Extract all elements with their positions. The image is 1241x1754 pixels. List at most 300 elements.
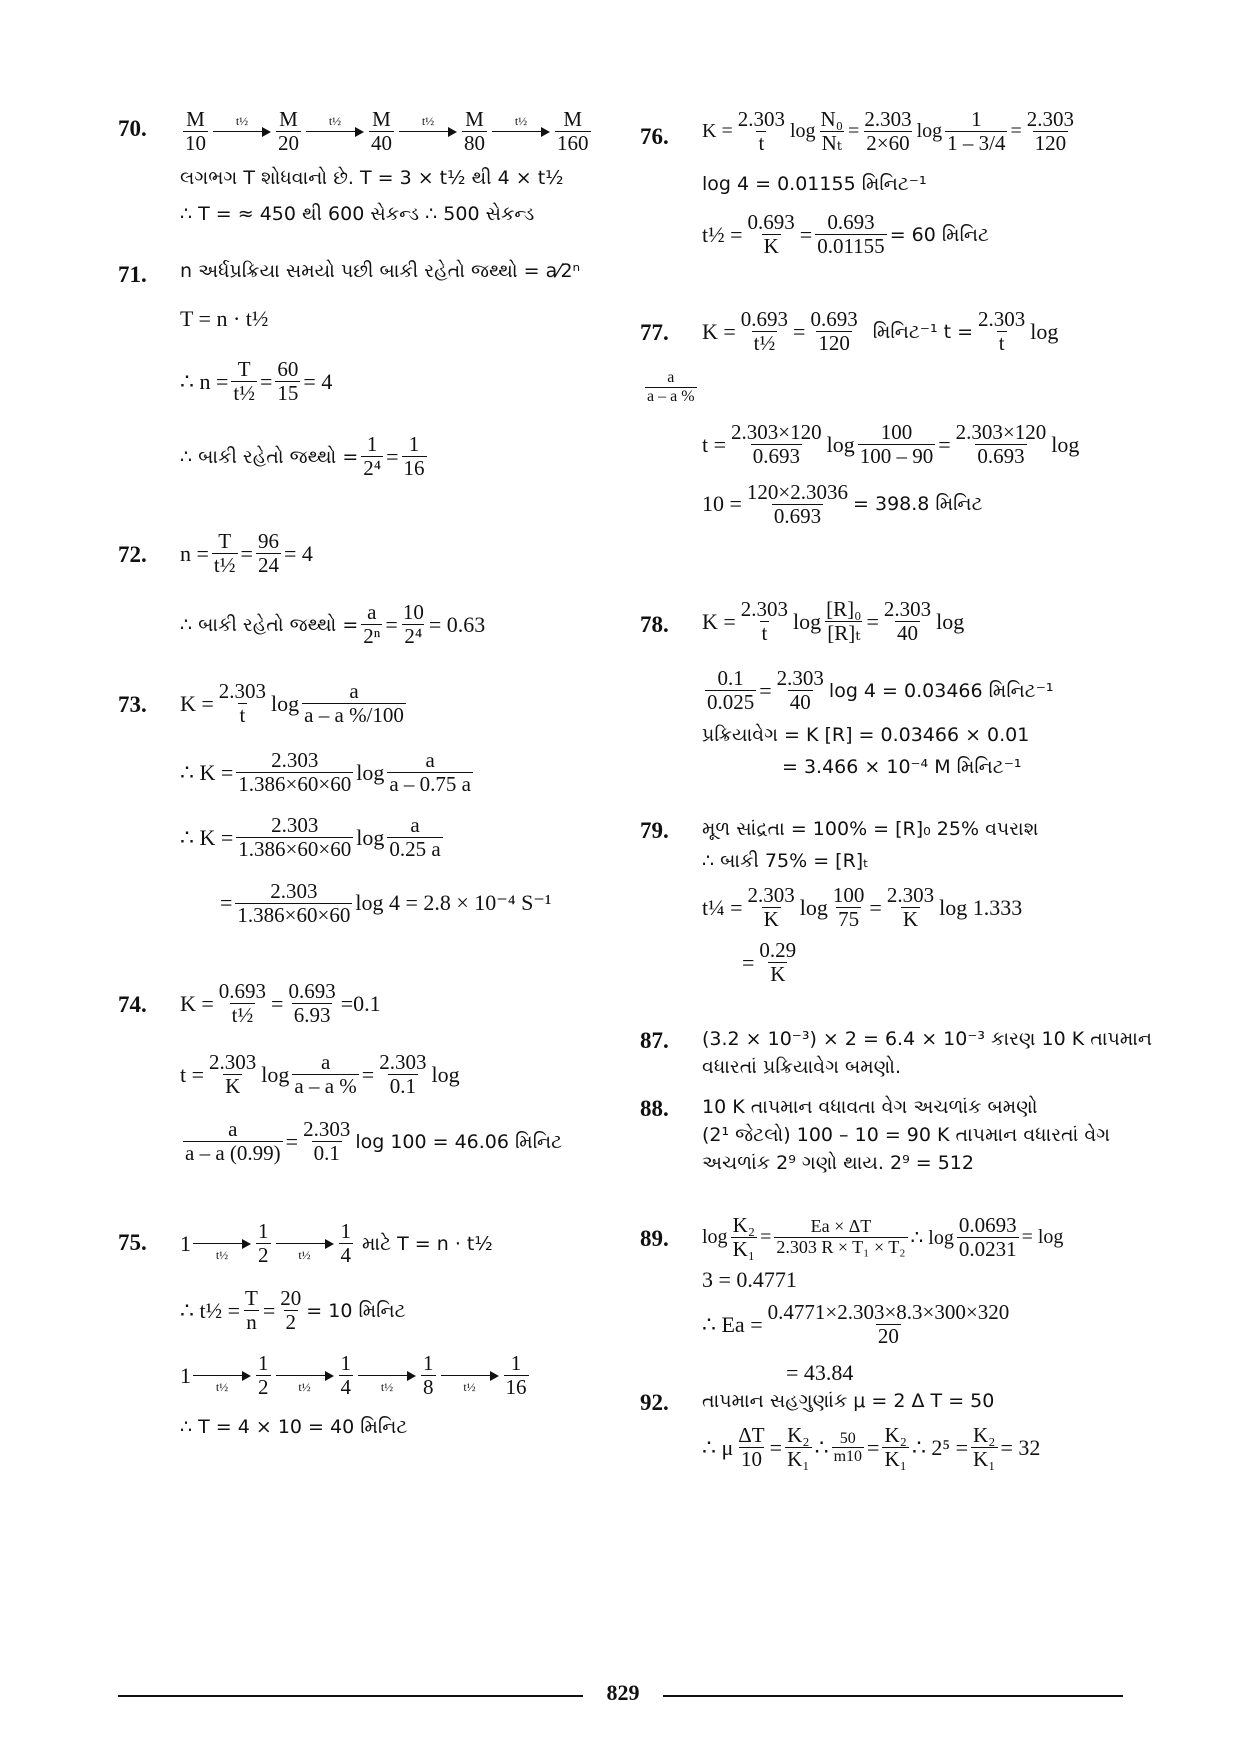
denominator: K₁ — [973, 1447, 996, 1472]
equation-line — [702, 108, 1130, 155]
fraction — [555, 108, 591, 155]
eq-text: log 100 = 46.06 મિનિટ — [355, 1130, 563, 1153]
fraction — [387, 749, 473, 796]
numerator: 50 — [839, 1429, 856, 1447]
eq-text: = — [385, 611, 398, 637]
eq-text: ∴ log — [910, 1227, 954, 1250]
numerator: a — [349, 679, 359, 703]
eq-text: t = — [180, 1061, 205, 1087]
equation-line — [702, 1214, 1130, 1261]
fraction — [361, 433, 383, 480]
fraction — [217, 980, 268, 1027]
arrow-icon — [492, 115, 550, 149]
numerator: 2.303 — [737, 107, 785, 131]
eq-text: ∴ n = — [180, 368, 229, 394]
denominator: t½ — [753, 331, 776, 356]
denominator: m10 — [833, 1448, 863, 1466]
eq-text: log — [793, 608, 822, 634]
equation-line — [180, 1118, 618, 1165]
eq-text: log — [431, 1061, 460, 1087]
denominator: 24 — [257, 553, 279, 578]
eq-text: = — [742, 949, 755, 975]
eq-text: log 1.333 — [939, 894, 1023, 920]
eq-text: = — [262, 1297, 276, 1323]
eq-text: log — [789, 120, 816, 143]
equation-line — [180, 814, 618, 861]
fraction — [275, 358, 300, 405]
problem-number: 79. — [640, 818, 669, 843]
equation-line — [702, 211, 1130, 258]
eq-text: t = — [702, 431, 727, 457]
numerator: 2.303 — [883, 597, 932, 621]
denominator: 0.693 — [773, 503, 822, 528]
fraction — [882, 1424, 909, 1471]
eq-text: log — [702, 1226, 728, 1249]
numerator: M — [372, 107, 391, 131]
eq-text: log — [826, 431, 855, 457]
fraction — [745, 481, 850, 528]
numerator: 2.303×120 — [731, 420, 822, 445]
fraction — [369, 108, 394, 155]
fraction — [957, 1214, 1019, 1261]
page-footer — [118, 1680, 1123, 1710]
fraction — [831, 884, 867, 931]
numerator: 0.4771×2.303×8.3×300×320 — [767, 1300, 1010, 1325]
fraction — [858, 421, 936, 468]
denominator: 2⁴ — [363, 456, 382, 481]
arrow-icon — [306, 115, 364, 149]
fraction — [808, 308, 859, 355]
eq-text: log — [799, 894, 828, 920]
numerator: 2.303 — [886, 883, 935, 907]
eq-text: = — [240, 540, 253, 566]
solution-line: વધારતાં પ્રક્રિયાવેગ બમણો. — [702, 1056, 902, 1078]
denominator: 100 – 90 — [859, 444, 934, 469]
fraction — [705, 667, 756, 714]
denominator: 0.693 — [752, 444, 800, 469]
problem-72 — [118, 530, 618, 680]
numerator: ΔT — [738, 1423, 765, 1447]
denominator: 4 — [340, 1243, 351, 1268]
eq-text: ∴ 2⁵ = — [911, 1434, 969, 1460]
fraction — [243, 1287, 260, 1334]
problem-76 — [640, 108, 1130, 308]
solution-line: અચળાંક 2⁹ ગણો થાય. 2⁹ = 512 — [702, 1152, 974, 1174]
numerator: 1 — [340, 1219, 351, 1243]
denominator: [R]ₜ — [827, 621, 861, 646]
eq-text: = 4 — [303, 368, 333, 394]
denominator: K — [763, 234, 779, 259]
equation-line — [180, 530, 618, 577]
numerator: K₂ — [787, 1423, 810, 1447]
fraction — [207, 1051, 258, 1098]
numerator: M — [563, 107, 583, 131]
problem-70 — [118, 108, 618, 260]
arrow-label: t½ — [328, 113, 342, 128]
eq-text: = 10 મિનિટ — [306, 1299, 406, 1322]
problem-92 — [640, 1390, 1130, 1480]
numerator: a — [228, 1117, 238, 1142]
equation-line — [702, 421, 1130, 468]
denominator: a – 0.75 a — [389, 772, 472, 797]
arrow-icon — [276, 1359, 334, 1393]
equation-line — [702, 1301, 1130, 1348]
eq-text: = — [759, 677, 772, 703]
denominator: 2×60 — [866, 131, 910, 156]
eq-text: ∴ μ — [702, 1434, 734, 1460]
solution-line: ∴ T = 4 × 10 = 40 મિનિટ — [180, 1415, 408, 1438]
denominator: 120 — [1034, 131, 1067, 156]
denominator: 2 — [258, 1375, 269, 1400]
numerator: 0.693 — [810, 307, 858, 331]
fraction — [736, 1424, 766, 1471]
fraction — [885, 884, 936, 931]
denominator: 16 — [403, 456, 425, 481]
denominator: 2.303 R × T₁ × T₂ — [776, 1237, 906, 1258]
problem-74 — [118, 980, 618, 1220]
problem-number: 73. — [118, 692, 147, 717]
denominator: K₁ — [732, 1237, 756, 1262]
numerator: 0.29 — [759, 938, 797, 963]
footer-rule — [118, 1695, 583, 1697]
numerator: a — [320, 1050, 331, 1075]
denominator: 1.386×60×60 — [237, 902, 351, 927]
solution-line: મૂળ સાંદ્રતા = 100% = [R]₀ 25% વપરાશ — [702, 818, 1039, 840]
numerator: 2.303 — [747, 883, 795, 907]
solution-line: = 3.466 × 10⁻⁴ M મિનિટ⁻¹ — [782, 756, 1022, 779]
fraction — [862, 108, 913, 155]
numerator: a — [367, 600, 377, 625]
eq-text: = — [386, 443, 399, 469]
problem-77 — [640, 308, 1130, 598]
arrow-label: t½ — [215, 1247, 229, 1262]
numerator: a — [667, 369, 675, 387]
eq-text: log — [936, 608, 965, 634]
denominator: 2 — [258, 1243, 269, 1268]
solution-line: n અર્ધપ્રક્રિયા સમયો પછી બાકી રહેતો જથ્થો = a⁄2ⁿ — [180, 260, 581, 282]
denominator: 8 — [423, 1375, 434, 1400]
fraction — [945, 108, 1007, 155]
fraction — [256, 1220, 271, 1267]
solution-line: ∴ બાકી 75% = [R]ₜ — [702, 850, 869, 872]
denominator: t — [239, 703, 246, 728]
fraction — [339, 1220, 354, 1267]
eq-text: મિનિટ⁻¹ t = — [872, 320, 974, 343]
fraction — [387, 814, 442, 861]
denominator: t½ — [231, 1003, 254, 1028]
denominator: Nₜ — [821, 131, 842, 156]
denominator: 15 — [277, 381, 299, 406]
fraction — [882, 598, 933, 645]
problem-number: 78. — [640, 612, 669, 637]
problem-number: 71. — [118, 262, 147, 287]
numerator: 0.693 — [827, 210, 875, 235]
equation-line — [702, 939, 1130, 986]
arrow-icon — [213, 115, 271, 149]
fraction — [954, 421, 1049, 468]
numerator: M — [186, 107, 205, 131]
denominator: 0.693 — [977, 444, 1025, 469]
equation-line — [702, 1424, 1130, 1471]
numerator: [R]₀ — [826, 597, 862, 621]
denominator: 1.386×60×60 — [238, 772, 352, 797]
fraction — [832, 1430, 864, 1466]
eq-text: = — [793, 318, 806, 344]
fraction — [731, 1214, 758, 1261]
fraction — [377, 1051, 428, 1098]
eq-text: = — [866, 608, 879, 634]
denominator: K — [225, 1074, 241, 1099]
numerator: N₀ — [820, 107, 844, 131]
fraction — [183, 108, 208, 155]
denominator: t — [758, 131, 765, 156]
numerator: 2.303 — [270, 878, 318, 903]
numerator: 2.303 — [379, 1050, 427, 1075]
fraction — [231, 358, 257, 405]
problem-87 — [640, 1028, 1153, 1096]
arrow-label: t½ — [421, 113, 435, 128]
fraction — [361, 601, 382, 648]
denominator: 40 — [789, 690, 811, 715]
solution-line: 10 K તાપમાન વધાવતા વેગ અચળાંક બમણો — [702, 1096, 1038, 1118]
equation-line — [180, 358, 618, 405]
problem-79 — [640, 818, 1130, 1028]
fraction — [729, 421, 824, 468]
numerator: 2.303 — [776, 666, 824, 691]
eq-text: માટે T = n · t½ — [362, 1232, 493, 1255]
equation-line — [180, 1051, 618, 1098]
arrow-label: t½ — [514, 113, 528, 128]
fraction — [971, 1424, 998, 1471]
solution-line: (3.2 × 10⁻³) × 2 = 6.4 × 10⁻³ કારણ 10 K તાપમાન — [702, 1028, 1153, 1050]
fraction — [645, 369, 697, 405]
numerator: K₂ — [973, 1423, 996, 1447]
numerator: 2.303 — [271, 813, 319, 838]
denominator: 2⁴ — [404, 624, 423, 649]
numerator: 100 — [832, 883, 865, 907]
equation-line — [180, 680, 618, 727]
eq-text: ∴ K = — [180, 759, 234, 785]
arrow-label: t½ — [215, 1379, 229, 1394]
eq-text: = 0.63 — [428, 611, 486, 637]
half-life-chain — [180, 1352, 618, 1399]
numerator: 1 — [258, 1219, 269, 1243]
eq-text: = — [869, 894, 882, 920]
numerator: 1 — [366, 432, 378, 457]
problem-number: 87. — [640, 1028, 669, 1053]
numerator: 1 — [258, 1351, 269, 1376]
denominator: 0.1 — [313, 1141, 340, 1166]
eq-text: = — [848, 120, 860, 143]
arrow-icon — [276, 1227, 334, 1261]
arrow-icon — [399, 115, 457, 149]
problem-number: 77. — [640, 320, 669, 345]
denominator: 40 — [897, 621, 919, 646]
numerator: 2.303 — [978, 307, 1026, 331]
problem-number: 74. — [118, 992, 147, 1017]
denominator: a – a % — [647, 387, 695, 405]
eq-text: = — [271, 990, 284, 1016]
eq-text: 1 — [180, 1362, 191, 1388]
denominator: 10 — [740, 1447, 762, 1472]
fraction — [739, 308, 790, 355]
eq-text: = — [760, 1226, 772, 1249]
arrow-icon — [441, 1359, 499, 1393]
equation-line — [702, 598, 1130, 645]
denominator: K₁ — [884, 1447, 907, 1472]
eq-text: log 4 = 0.03466 મિનિટ⁻¹ — [828, 679, 1054, 702]
numerator: 1 — [971, 107, 982, 131]
numerator: T — [218, 529, 232, 553]
problem-number: 72. — [118, 542, 147, 567]
numerator: 0.693 — [218, 979, 267, 1003]
denominator: K₁ — [787, 1447, 810, 1472]
solution-line: T = n · t½ — [180, 306, 269, 331]
equation-line — [180, 433, 618, 480]
fraction — [236, 749, 353, 796]
solution-line: (2¹ જેટલો) 100 – 10 = 90 K તાપમાન વધારતાં વેગ — [702, 1124, 1111, 1146]
fraction — [301, 1118, 352, 1165]
problem-number: 75. — [118, 1230, 147, 1255]
fraction — [236, 814, 353, 861]
equation-line — [702, 481, 1130, 528]
denominator: 120 — [818, 331, 850, 356]
eq-text: ∴ — [814, 1434, 829, 1460]
equation-line — [180, 749, 618, 796]
arrow-label: t½ — [298, 1379, 311, 1394]
denominator: 75 — [838, 907, 860, 932]
fraction — [339, 1352, 354, 1399]
eq-text: log — [271, 690, 300, 716]
numerator: 2.303 — [740, 597, 789, 621]
problem-71 — [118, 260, 618, 530]
problem-number: 76. — [640, 124, 669, 149]
numerator: 2.303 — [218, 679, 267, 703]
eq-text: = — [1010, 120, 1022, 143]
numerator: T — [245, 1286, 258, 1311]
denominator: 2ⁿ — [363, 624, 381, 649]
eq-text: = — [220, 890, 233, 916]
fraction — [256, 1352, 271, 1399]
denominator: K — [902, 907, 919, 932]
equation-line — [180, 980, 618, 1027]
numerator: Ea × ΔT — [810, 1216, 872, 1237]
equation-line — [180, 1220, 618, 1267]
arrow-icon — [358, 1359, 416, 1393]
eq-text: ∴ બાકી રહેતો જથ્થો = — [180, 613, 359, 636]
eq-text: = log — [1021, 1226, 1064, 1249]
denominator: t — [761, 621, 768, 646]
arrow-icon — [193, 1227, 251, 1261]
fraction — [824, 598, 863, 645]
equation-line — [180, 1287, 618, 1334]
eq-text: log 4 = 2.8 × 10⁻⁴ S⁻¹ — [355, 890, 552, 916]
problem-75 — [118, 1220, 618, 1460]
arrow-label: t½ — [235, 113, 249, 128]
eq-text: = — [285, 1128, 299, 1154]
eq-text: K = — [702, 120, 733, 143]
fraction — [235, 880, 352, 927]
eq-text: log — [916, 120, 943, 143]
eq-text: = 398.8 મિનિટ — [853, 493, 983, 516]
numerator: 2.303 — [209, 1050, 257, 1075]
eq-text: log — [261, 1061, 290, 1087]
eq-text: 10 = — [702, 491, 742, 517]
footer-rule — [663, 1695, 1123, 1697]
eq-text: K = — [702, 608, 736, 634]
numerator: 10 — [402, 600, 424, 625]
denominator: 1.386×60×60 — [238, 837, 352, 862]
numerator: M — [279, 107, 298, 131]
numerator: K₂ — [732, 1213, 756, 1237]
denominator: 0.1 — [389, 1074, 416, 1099]
eq-text: = 4 — [283, 540, 313, 566]
arrow-label: t½ — [380, 1379, 394, 1394]
numerator: M — [465, 107, 484, 131]
eq-text: = — [260, 368, 273, 394]
equation-line — [702, 308, 1130, 355]
numerator: 0.1 — [717, 666, 744, 691]
eq-text: K = — [180, 990, 214, 1016]
arrow-icon — [193, 1359, 251, 1393]
eq-text: log — [1051, 431, 1080, 457]
denominator: 20 — [877, 1324, 899, 1349]
equation-line — [702, 884, 1130, 931]
eq-text: t¼ = — [702, 894, 743, 920]
fraction — [183, 1118, 283, 1165]
numerator: 2.303×120 — [955, 420, 1047, 445]
eq-text: =0.1 — [340, 990, 381, 1016]
eq-text: log — [1030, 318, 1059, 344]
equation-line — [702, 667, 1130, 714]
fraction — [815, 211, 886, 258]
problem-number: 70. — [118, 116, 147, 141]
numerator: 2.303 — [864, 107, 912, 131]
denominator: 2 — [285, 1310, 297, 1335]
fraction — [774, 1217, 907, 1258]
denominator: 80 — [464, 131, 485, 156]
fraction — [785, 1424, 812, 1471]
numerator: 0.0693 — [958, 1213, 1017, 1237]
eq-text: ∴ Ea = — [702, 1311, 763, 1337]
fraction — [504, 1352, 529, 1399]
numerator: 100 — [880, 420, 913, 445]
fraction — [736, 108, 787, 155]
problem-number: 89. — [640, 1226, 669, 1251]
eq-text: log — [356, 759, 385, 785]
fraction — [739, 598, 790, 645]
eq-text: = — [938, 431, 951, 457]
fraction — [276, 108, 301, 155]
eq-text: K = — [702, 318, 736, 344]
eq-text: = 60 મિનિટ — [889, 223, 990, 246]
eq-text: K = — [180, 690, 214, 716]
denominator: 16 — [505, 1375, 527, 1400]
numerator: 60 — [277, 357, 299, 381]
denominator: 0.0231 — [958, 1237, 1017, 1262]
numerator: 1 — [510, 1351, 522, 1376]
solution-line: log 4 = 0.01155 મિનિટ⁻¹ — [702, 173, 927, 196]
fraction — [766, 1301, 1012, 1348]
eq-text: ∴ t½ = — [180, 1297, 241, 1323]
eq-text: n = — [180, 540, 209, 566]
eq-text: = — [799, 221, 813, 247]
denominator: K — [763, 907, 779, 932]
right-column — [640, 107, 1153, 1480]
fraction — [212, 530, 238, 577]
fraction — [256, 530, 281, 577]
solution-line: 3 = 0.4771 — [702, 1267, 797, 1293]
